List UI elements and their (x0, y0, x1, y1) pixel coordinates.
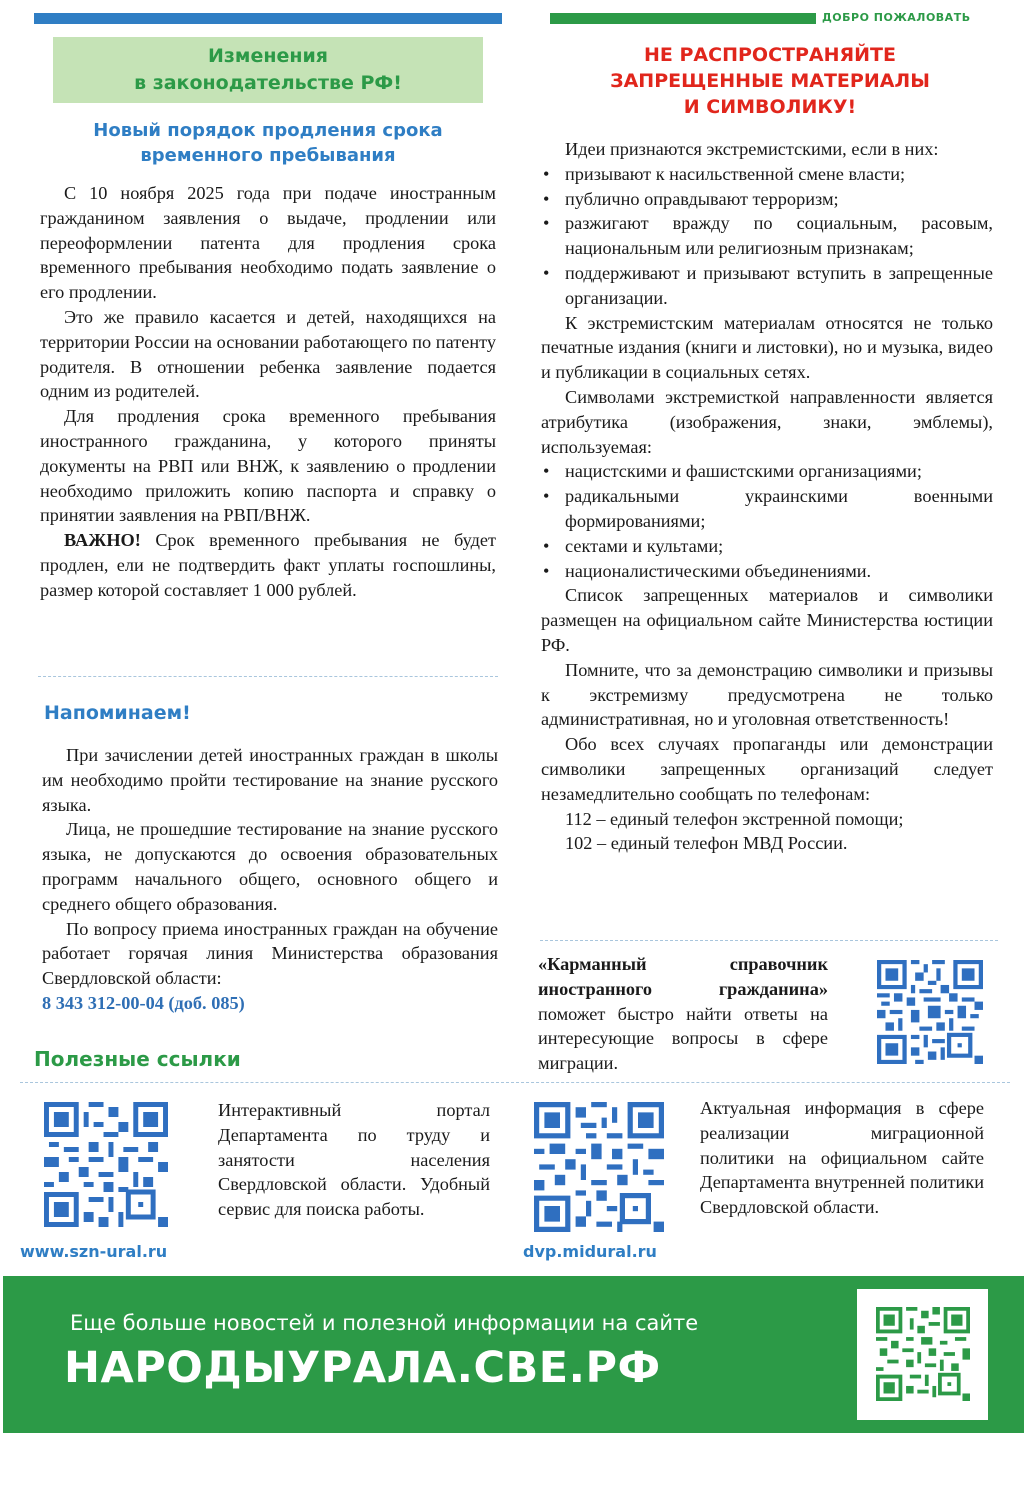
divider-useful (20, 1082, 1010, 1083)
remind-paragraph-2: Лица, не прошедшие тестирование на знание русского языка, не допускаются до освоения образовательных программ начального общего, основного общего и среднего общего образования. (42, 819, 498, 914)
list-item: • призывают к насильственной смене власти; (541, 162, 993, 187)
pocket-guide (538, 952, 828, 1076)
left-paragraph-1: С 10 ноября 2025 года при подаче иностранным гражданином заявления о выдаче, продлении или переоформлении патента для продления срока временного пребывания необходимо подать заявление о его продлении. (40, 183, 496, 303)
warning-line2: ЗАПРЕЩЕННЫЕ МАТЕРИАЛЫ (610, 70, 930, 92)
remind-title: Напоминаем! (44, 702, 191, 724)
left-paragraph-3: Для продления срока временного пребывания иностранного гражданина, у которого приняты документы на РВП или ВНЖ, к заявлению о продлении необходимо приложить копию паспорта и справку о принятии заявления на РВП/ВНЖ. (40, 406, 496, 526)
new-order-heading (40, 118, 496, 168)
dvp-link[interactable]: dvp.midural.ru (523, 1242, 657, 1261)
warning-line1: НЕ РАСПРОСТРАНЯЙТЕ (644, 44, 896, 66)
banner-site-link[interactable]: НАРОДЫУРАЛА.СВЕ.РФ (64, 1343, 661, 1393)
szn-description: Интерактивный портал Департамента по труду и занятости населения Свердловской области. Удобный сервис для поиска работы. (218, 1100, 490, 1220)
list-info-paragraph: Список запрещенных материалов и символики размещен на официальном сайте Министерства юстиции РФ. (541, 585, 993, 655)
remind-section (42, 743, 498, 1016)
pocket-guide-text: поможет быстро найти ответы на интересующие вопросы в сфере миграции. (538, 1003, 828, 1074)
qr-code-icon (44, 1102, 168, 1227)
emergency-phone: 112 – единый телефон экстренной помощи; (565, 808, 904, 829)
banner-subtitle: Еще больше новостей и полезной информации на сайте (70, 1311, 699, 1335)
left-article (40, 181, 496, 603)
dvp-qr-code[interactable] (534, 1102, 664, 1232)
law-box-line1: Изменения (207, 45, 328, 67)
new-order-line1: Новый порядок продления срока (93, 120, 443, 141)
pocket-guide-qr-code[interactable] (877, 960, 983, 1064)
police-phone: 102 – единый телефон МВД России. (565, 833, 848, 854)
list-item: • публично оправдывают терроризм; (541, 187, 993, 212)
pocket-guide-title: «Карманный справочник иностранного гражданина» (538, 954, 828, 999)
hotline-phone: 8 343 312-00-04 (доб. 085) (42, 992, 245, 1013)
remind-paragraph-3: По вопросу приема иностранных граждан на обучение работает горячая линия Министерства образования Свердловской области: (42, 918, 498, 989)
divider-right (540, 940, 998, 941)
list-item: • сектами и культами; (541, 534, 993, 559)
szn-link[interactable]: www.szn-ural.ru (20, 1242, 168, 1261)
important-text: Срок временного пребывания не будет продлен, ели не подтвердить факт уплаты госпошлины, размер которой составляет 1 000 рублей. (40, 530, 496, 600)
list-item: • поддерживают и призывают вступить в запрещенные организации. (541, 261, 993, 311)
szn-qr-code[interactable] (44, 1102, 168, 1227)
organizations-list (541, 459, 993, 583)
important-paragraph (40, 528, 496, 602)
extremism-criteria-list (541, 162, 993, 311)
new-order-line2: временного пребывания (140, 145, 396, 166)
list-item: • радикальными украинскими военными формированиями; (541, 484, 993, 534)
report-paragraph: Обо всех случаях пропаганды или демонстрации символики запрещенных организаций следует незамедлительно сообщать по телефонам: (541, 734, 993, 804)
warning-line3: И СИМВОЛИКУ! (683, 96, 857, 118)
symbols-paragraph: Символами экстремисткой направленности является атрибутика (изображения, знаки, эмблемы), используемая: (541, 386, 993, 457)
remind-paragraph-1: При зачислении детей иностранных граждан в школы им необходимо пройти тестирование на знание русского языка. (42, 745, 498, 815)
qr-code-icon (876, 1307, 970, 1401)
law-box-line2: в законодательстве РФ! (134, 72, 402, 94)
list-item: • националистическими объединениями. (541, 559, 993, 584)
left-paragraph-2: Это же правило касается и детей, находящихся на территории России на основании работающего по патенту родителя. В отношении ребенка заявление подается одним из родителей. (40, 306, 496, 402)
useful-links-title: Полезные ссылки (34, 1047, 241, 1071)
top-bar-blue (34, 13, 502, 24)
welcome-label: ДОБРО ПОЖАЛОВАТЬ (822, 11, 971, 24)
divider-left (38, 676, 498, 677)
materials-paragraph: К экстремистским материалам относятся не только печатные издания (книги и листовки), но и музыка, видео и публикации в социальных сетях. (541, 312, 993, 383)
list-item: • нацистскими и фашистскими организациями; (541, 459, 993, 484)
top-bar-green (550, 13, 816, 24)
right-article (541, 137, 993, 856)
warning-title (540, 42, 1000, 120)
extremism-intro: Идеи признаются экстремистскими, если в них: (565, 139, 939, 159)
qr-code-icon (877, 960, 983, 1064)
law-changes-box (53, 37, 483, 103)
important-label: ВАЖНО! (64, 530, 141, 551)
list-item: • разжигают вражду по социальным, расовым, национальным или религиозным признакам; (541, 211, 993, 261)
dvp-description: Актуальная информация в сфере реализации миграционной политики на официальном сайте Департамента внутренней политики Свердловской области. (700, 1098, 984, 1218)
remember-paragraph: Помните, что за демонстрацию символики и призывы к экстремизму предусмотрена не только административная, но и уголовная ответственность! (541, 659, 993, 730)
qr-code-icon (534, 1102, 664, 1232)
banner-qr-code[interactable] (876, 1307, 970, 1401)
